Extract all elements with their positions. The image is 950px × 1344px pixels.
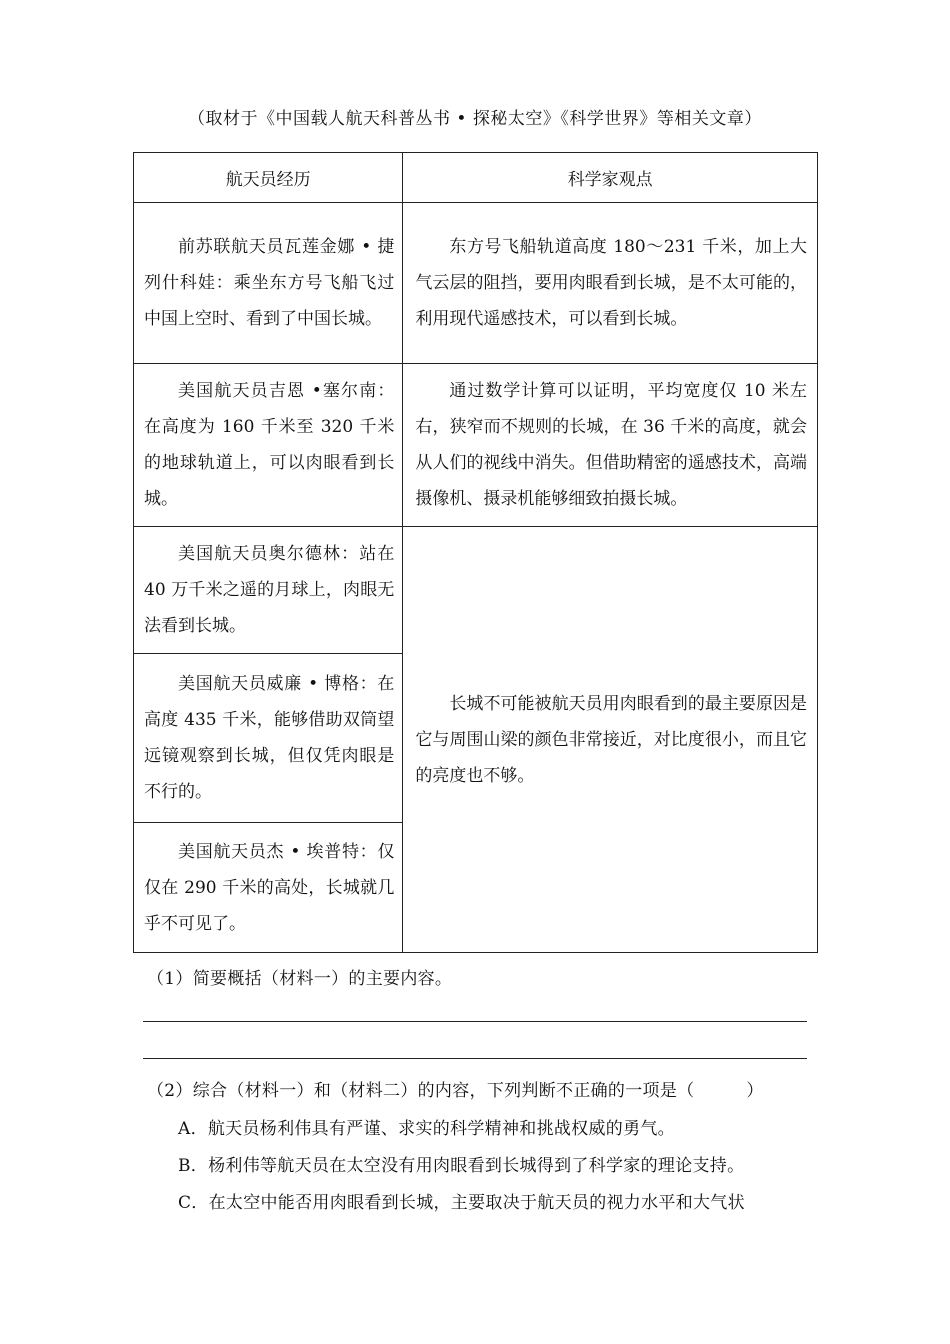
astronaut-cell bbox=[134, 364, 403, 527]
astronaut-text: 美国航天员杰 • 埃普特：仅仅在 290 千米的高处，长城就几乎不可见了。 bbox=[144, 841, 395, 934]
option-a: A．航天员杨利伟具有严谨、求实的科学精神和挑战权威的勇气。 bbox=[178, 1119, 675, 1139]
astronaut-cell bbox=[134, 527, 403, 654]
answer-line-2[interactable] bbox=[143, 1058, 807, 1059]
table-row bbox=[134, 364, 818, 527]
option-b: B．杨利伟等航天员在太空没有用肉眼看到长城得到了科学家的理论支持。 bbox=[178, 1156, 745, 1176]
astronaut-text: 美国航天员奥尔德林：站在 40 万千米之遥的月球上，肉眼无法看到长城。 bbox=[144, 544, 395, 636]
question-2: （2）综合（材料一）和（材料二）的内容，下列判断不正确的一项是（ ） bbox=[147, 1081, 764, 1101]
question-1: （1）简要概括（材料一）的主要内容。 bbox=[147, 969, 453, 989]
comparison-table bbox=[133, 152, 818, 953]
astronaut-cell bbox=[134, 203, 403, 364]
header-astronaut-experience: 航天员经历 bbox=[134, 153, 403, 203]
scientist-cell bbox=[403, 527, 818, 953]
astronaut-cell bbox=[134, 823, 403, 953]
scientist-text: 东方号飞船轨道高度 180～231 千米，加上大气云层的阻挡，要用肉眼看到长城，是不太可能的，利用现代遥感技术，可以看到长城。 bbox=[415, 237, 807, 329]
astronaut-text: 前苏联航天员瓦莲金娜 • 捷列什科娃：乘坐东方号飞船飞过中国上空时、看到了中国长城。 bbox=[144, 237, 395, 329]
table-row bbox=[134, 203, 818, 364]
answer-line-1[interactable] bbox=[143, 1021, 807, 1022]
scientist-cell bbox=[403, 203, 818, 364]
table-header-row bbox=[134, 153, 818, 203]
scientist-text: 长城不可能被航天员用肉眼看到的最主要原因是它与周围山梁的颜色非常接近，对比度很小，而且它的亮度也不够。 bbox=[415, 693, 807, 786]
astronaut-text: 美国航天员威廉 • 博格：在高度 435 千米，能够借助双筒望远镜观察到长城，但仅凭肉眼是不行的。 bbox=[144, 674, 395, 802]
scientist-text: 通过数学计算可以证明，平均宽度仅 10 米左右，狭窄而不规则的长城，在 36 千米的高度，就会从人们的视线中消失。但借助精密的遥感技术，高端摄像机、摄录机能够细致拍摄长城。 bbox=[415, 381, 807, 509]
astronaut-cell bbox=[134, 654, 403, 823]
option-c: C．在太空中能否用肉眼看到长城，主要取决于航天员的视力水平和大气状 bbox=[178, 1193, 745, 1213]
source-citation: （取材于《中国载人航天科普丛书 • 探秘太空》《科学世界》等相关文章） bbox=[188, 109, 762, 129]
astronaut-text: 美国航天员吉恩 •塞尔南：在高度为 160 千米至 320 千米的地球轨道上，可以肉眼看到长城。 bbox=[144, 381, 395, 509]
header-scientist-view: 科学家观点 bbox=[403, 153, 818, 203]
scientist-cell bbox=[403, 364, 818, 527]
table-row bbox=[134, 527, 818, 654]
